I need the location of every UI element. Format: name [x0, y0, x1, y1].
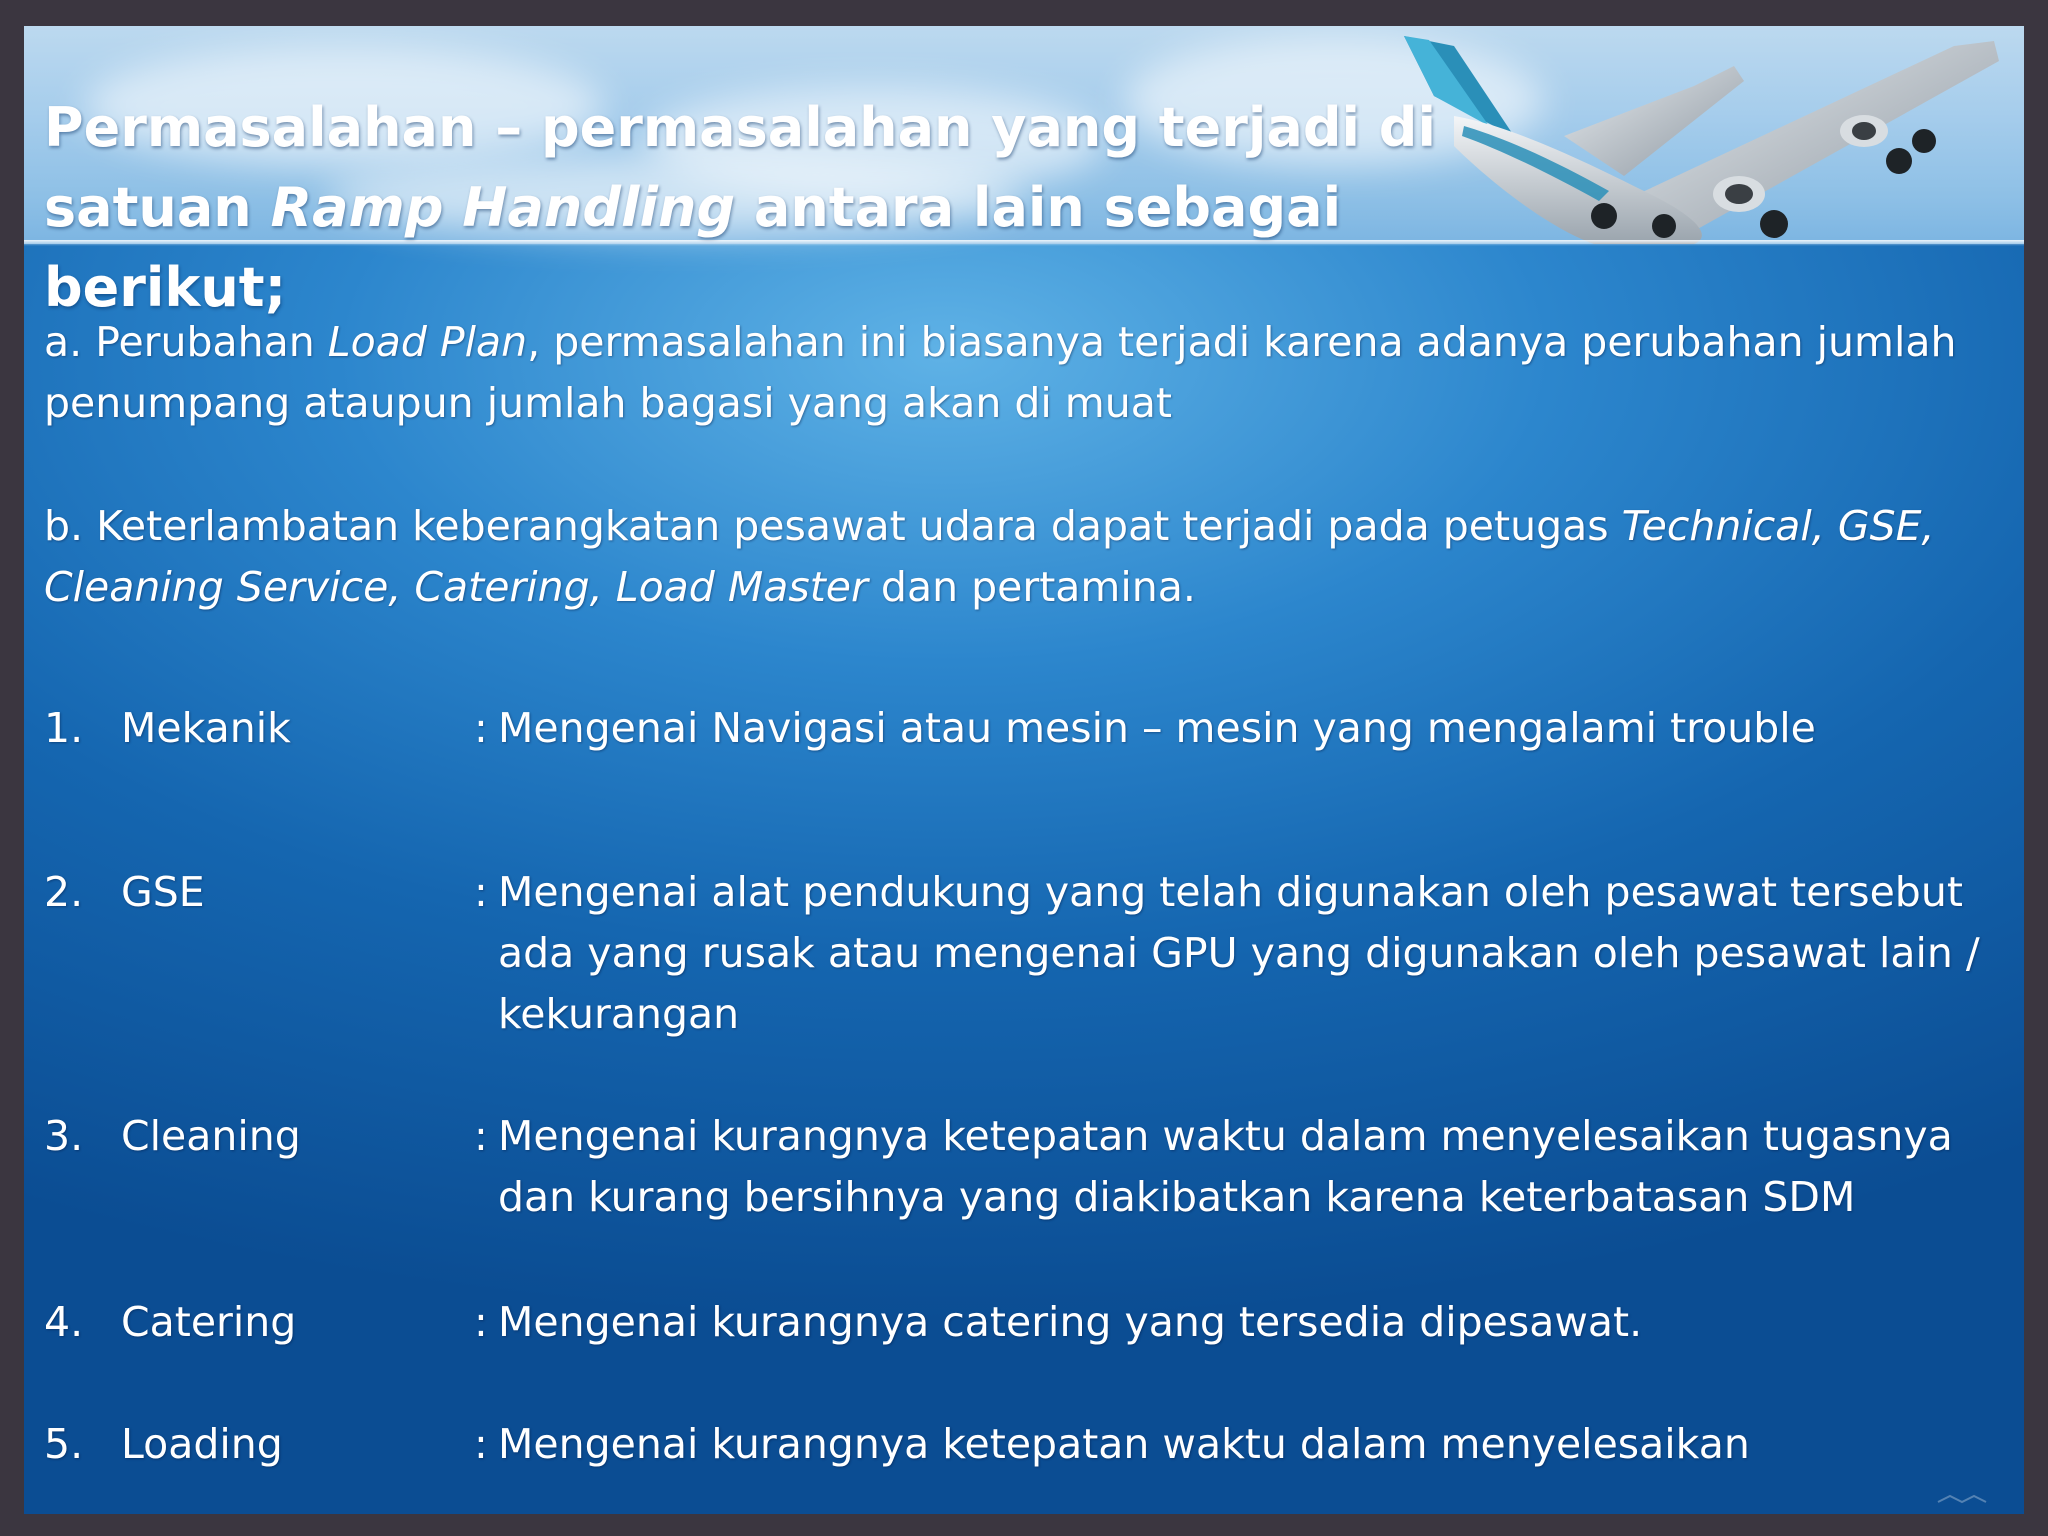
list-item-colon: : [474, 704, 488, 752]
list-item-description: Mengenai kurangnya catering yang tersedia dipesawat. [498, 1298, 1643, 1346]
list-item-name: GSE [121, 868, 205, 916]
paragraph-b [44, 496, 1974, 618]
title-line-2-italic: Ramp Handling [270, 176, 736, 239]
list-item-name: Cleaning [121, 1112, 301, 1160]
paragraph-a-italic: Load Plan [327, 318, 528, 366]
title-line-1: Permasalahan – permasalahan yang terjadi di [44, 96, 1436, 159]
list-item-name: Mekanik [121, 704, 291, 752]
list-item-number: 3. [44, 1112, 84, 1160]
list-item-colon: : [474, 1112, 488, 1160]
list-item-number: 5. [44, 1420, 84, 1468]
paragraph-a [44, 312, 1974, 434]
list-item-colon: : [474, 868, 488, 916]
list-item-number: 2. [44, 868, 84, 916]
corner-mark-icon [1936, 1490, 1996, 1506]
paragraph-a-start: a. Perubahan [44, 318, 328, 366]
slide-title [44, 88, 1504, 328]
list-item-description: Mengenai alat pendukung yang telah digunakan oleh pesawat tersebut ada yang rusak atau mengenai GPU yang digunakan oleh pesawat lain / kekurangan [498, 868, 1980, 1038]
title-line-2-end: antara lain sebagai berikut; [44, 176, 1342, 319]
list-item-colon: : [474, 1298, 488, 1346]
list-item-description: Mengenai Navigasi atau mesin – mesin yang mengalami trouble [498, 704, 1816, 752]
list-item-name: Catering [121, 1298, 297, 1346]
paragraph-b-end: dan pertamina. [867, 563, 1196, 611]
title-line-2-start: satuan [44, 176, 271, 239]
list-item-name: Loading [121, 1420, 283, 1468]
paragraph-a-end: , permasalahan ini biasanya terjadi karena adanya perubahan jumlah penumpang ataupun jumlah bagasi yang akan di muat [44, 318, 1957, 427]
list-item-colon: : [474, 1420, 488, 1468]
paragraph-b-italic: Technical, GSE, Cleaning Service, Catering, Load Master [44, 502, 1935, 611]
list-item-description: Mengenai kurangnya ketepatan waktu dalam menyelesaikan tugasnya dan kurang bersihnya yang diakibatkan karena keterbatasan SDM [498, 1112, 1953, 1221]
paragraph-b-start: b. Keterlambatan keberangkatan pesawat udara dapat terjadi pada petugas [44, 502, 1622, 550]
list-item-number: 4. [44, 1298, 84, 1346]
slide [24, 26, 2024, 1514]
list-item-number: 1. [44, 704, 84, 752]
list-item-description: Mengenai kurangnya ketepatan waktu dalam menyelesaikan [498, 1420, 1750, 1468]
